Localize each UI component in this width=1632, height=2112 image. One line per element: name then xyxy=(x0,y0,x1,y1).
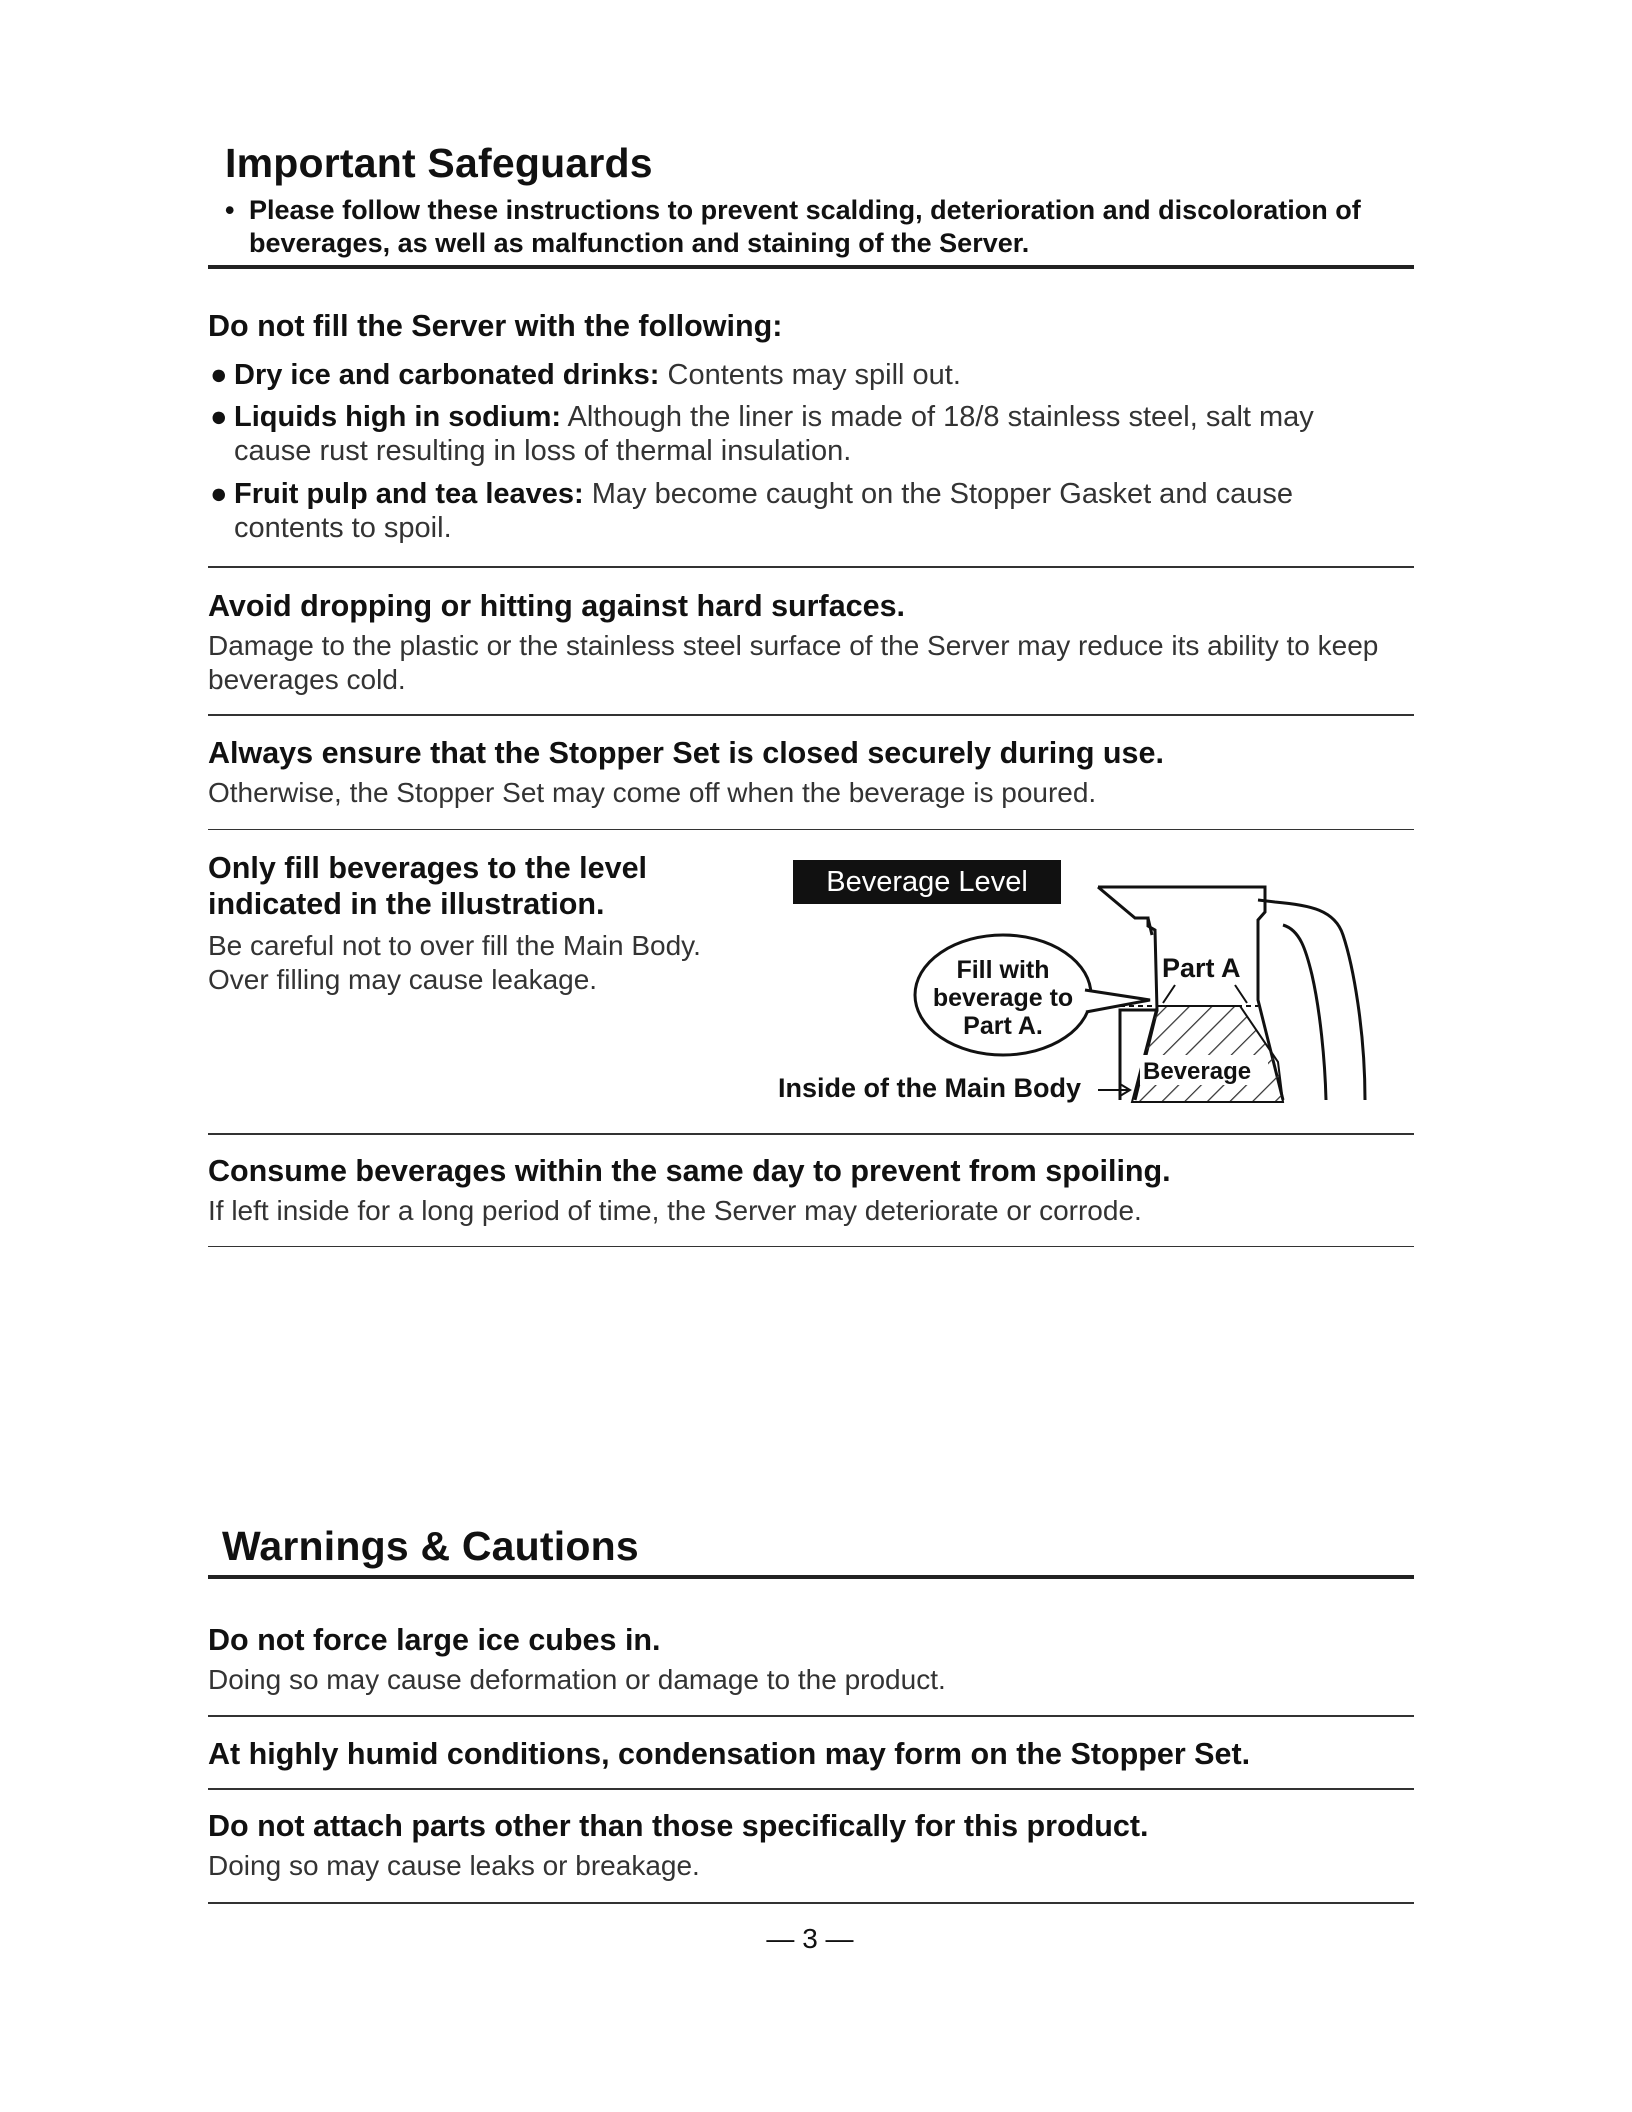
banner-label: Beverage Level xyxy=(826,866,1028,898)
warning-title: At highly humid conditions, condensation may form on the Stopper Set. xyxy=(208,1737,1251,1771)
warnings-title: Warnings & Cautions xyxy=(222,1523,639,1569)
title-line-2: indicated in the illustration. xyxy=(208,887,605,921)
page-number-dash-left: — xyxy=(766,1923,803,1954)
bubble-line-3: Part A. xyxy=(963,1012,1043,1040)
item-text: Contents may spill out. xyxy=(659,359,961,391)
bullet-icon: ● xyxy=(210,359,228,391)
page-number-value: 3 xyxy=(802,1923,818,1954)
part-a-arrow-right xyxy=(1235,985,1247,1003)
bullet-icon: • xyxy=(225,195,235,225)
warning-title: Do not force large ice cubes in. xyxy=(208,1623,661,1657)
part-a-label: Part A xyxy=(1162,953,1241,983)
divider xyxy=(208,1133,1414,1135)
section-title-stopper-closed: Always ensure that the Stopper Set is closed securely during use. xyxy=(208,736,1164,770)
divider xyxy=(208,1246,1414,1247)
divider xyxy=(208,1902,1414,1904)
divider xyxy=(208,1715,1414,1717)
warning-text: Doing so may cause deformation or damage to the product. xyxy=(208,1664,946,1695)
bullet-icon: ● xyxy=(210,478,228,510)
text-line-1: Be careful not to over fill the Main Body. xyxy=(208,930,701,961)
beverage-label: Beverage xyxy=(1143,1058,1252,1085)
item-text: May become caught on the Stopper Gasket and cause contents to spoil. xyxy=(234,478,1294,544)
intro-line-1: Please follow these instructions to prevent scalding, deterioration and discoloration of xyxy=(249,195,1361,225)
item-text: Although the liner is made of 18/8 stainless steel, salt may cause rust resulting in loss of thermal insulation. xyxy=(234,401,1314,467)
section-title-consume: Consume beverages within the same day to prevent from spoiling. xyxy=(208,1154,1171,1188)
page-number-dash-right: — xyxy=(817,1923,854,1954)
title-line-1: Only fill beverages to the level xyxy=(208,851,648,885)
page-title: Important Safeguards xyxy=(225,140,653,186)
item-label: Liquids high in sodium: xyxy=(234,401,562,433)
text-line-2: Over filling may cause leakage. xyxy=(208,964,598,995)
divider xyxy=(208,1575,1414,1579)
item-label: Dry ice and carbonated drinks: xyxy=(234,359,660,391)
section-title-do-not-fill: Do not fill the Server with the following: xyxy=(208,309,783,343)
divider xyxy=(208,1788,1414,1790)
beverage-fill xyxy=(1132,1006,1283,1102)
section-title-avoid-dropping: Avoid dropping or hitting against hard surfaces. xyxy=(208,589,906,623)
intro-line-2: beverages, as well as malfunction and staining of the Server. xyxy=(249,228,1030,258)
section-text-consume: If left inside for a long period of time, the Server may deteriorate or corrode. xyxy=(208,1195,1142,1226)
bullet-icon: ● xyxy=(210,401,228,433)
inside-main-body-label: Inside of the Main Body xyxy=(778,1073,1082,1103)
warning-text: Doing so may cause leaks or breakage. xyxy=(208,1850,700,1881)
section-text-avoid-dropping: Damage to the plastic or the stainless steel surface of the Server may reduce its ability to keep beverages cold. xyxy=(208,630,1379,695)
warning-title: Do not attach parts other than those specifically for this product. xyxy=(208,1809,1149,1843)
bubble-line-2: beverage to xyxy=(932,984,1074,1012)
page-number xyxy=(760,1923,860,1955)
bubble-line-1: Fill with xyxy=(956,956,1050,984)
item-label: Fruit pulp and tea leaves: xyxy=(234,478,584,510)
section-text-stopper-closed: Otherwise, the Stopper Set may come off when the beverage is poured. xyxy=(208,777,1097,808)
part-a-arrow-left xyxy=(1163,985,1175,1003)
